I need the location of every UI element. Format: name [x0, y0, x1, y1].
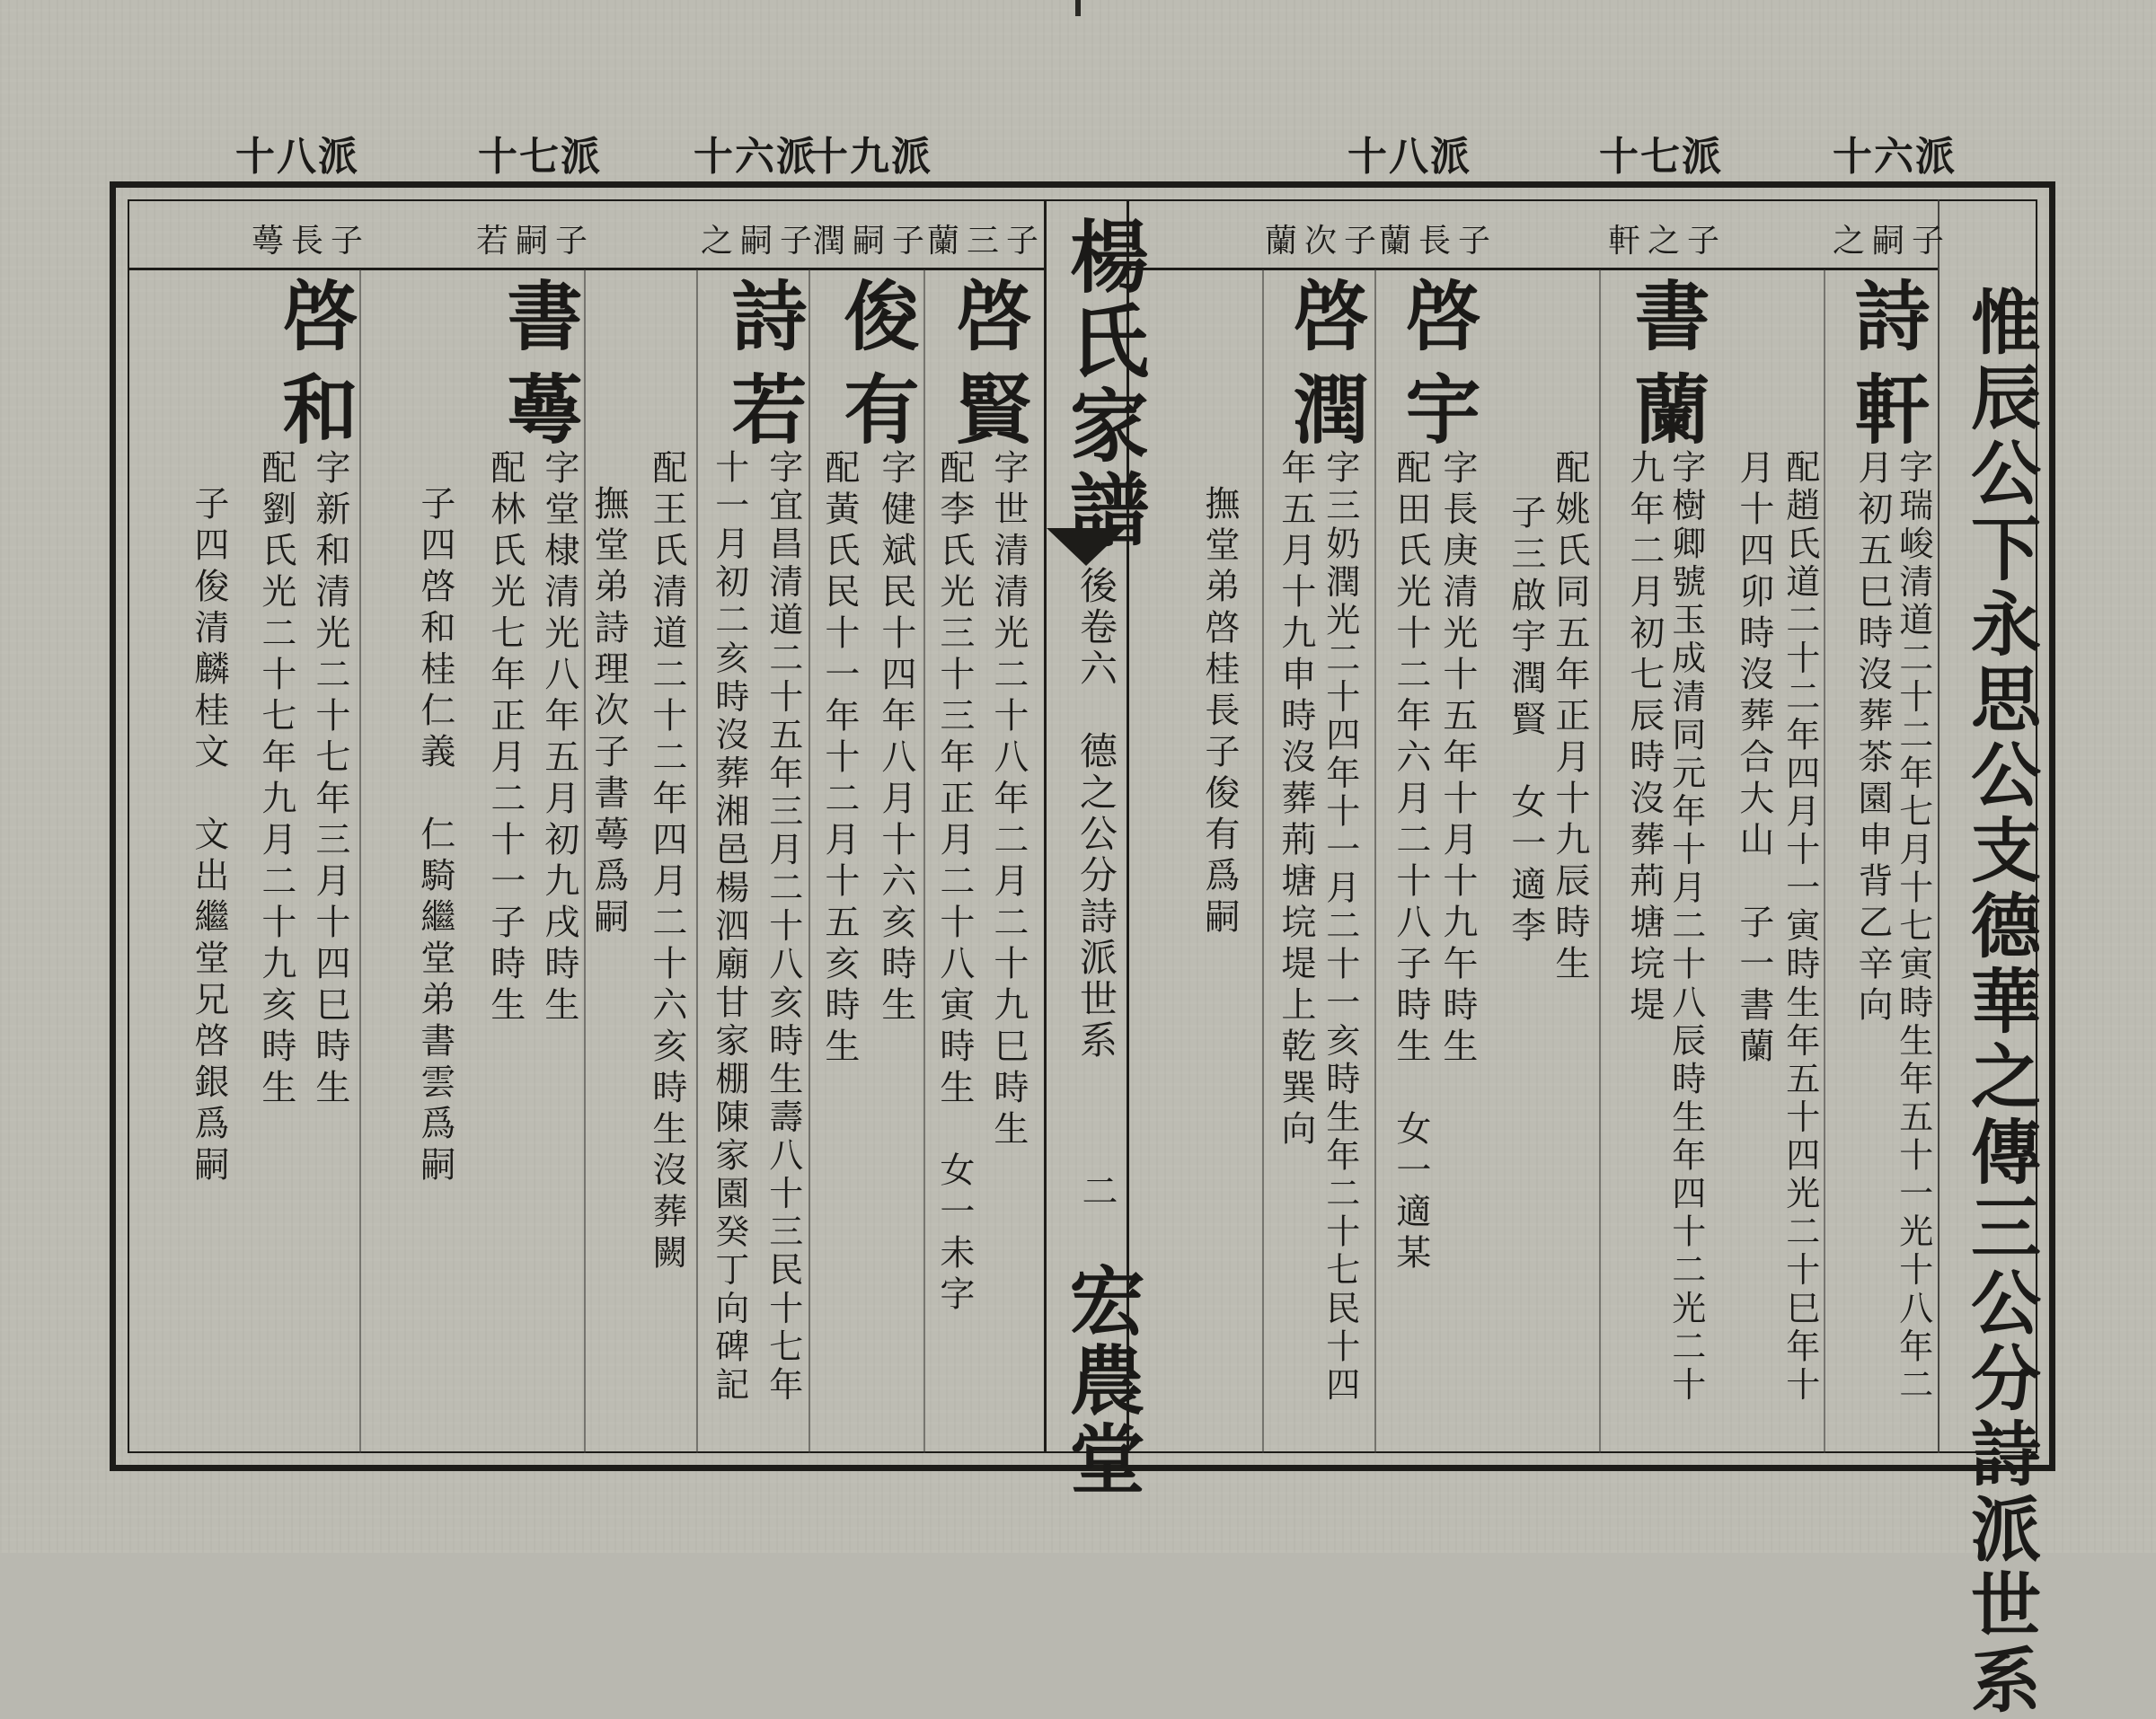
book-title: 楊氏家譜 — [1057, 216, 1151, 553]
entry-detail-line: 字宜昌清道二十五年三月二十八亥時生壽八十三民十七年 — [763, 449, 803, 1405]
entry-name: 啓宇 — [1393, 277, 1482, 463]
entry-name: 啓和 — [270, 277, 359, 463]
entry-detail-line: 配李氏光三十三年正月二十八寅時生 女一未字 — [933, 449, 975, 1317]
entry-detail-line: 子四俊清麟桂文 文出繼堂兄啓銀爲嗣 — [188, 485, 229, 1187]
generation-header: 十七派 — [1599, 134, 1723, 180]
entry-detail-line: 配王氏清道二十二年四月二十六亥時生沒葬闕 — [646, 449, 687, 1275]
entry-detail-line: 九年二月初七辰時沒葬荊塘垸堤 — [1623, 449, 1665, 1027]
generation-header: 十六派 — [1833, 134, 1957, 180]
entry-name: 俊有 — [832, 277, 921, 463]
header-rule-left — [128, 268, 1044, 270]
entry-relation-label: 軒之子 — [1608, 223, 1727, 260]
volume-subtitle: 後卷六 德之公分詩派世系 — [1074, 566, 1118, 1062]
entry-detail-line: 月十四卯時沒葬合大山 子一書蘭 — [1733, 449, 1774, 1069]
entry-detail-line: 配姚氏同五年正月十九辰時生 — [1549, 449, 1590, 986]
column-line — [1599, 269, 1601, 1453]
generation-header: 十六派 — [694, 134, 817, 180]
entry-detail-line: 字長庚清光十五年十月十九午時生 — [1436, 449, 1478, 1069]
entry-name: 啓賢 — [944, 277, 1033, 463]
entry-detail-line: 字健斌民十四年八月十六亥時生 — [875, 449, 916, 1027]
entry-detail-line: 十一月初二亥時沒葬湘邑楊泗廟甘家棚陳家園癸丁向碑記 — [709, 449, 749, 1405]
entry-detail-line: 字新和清光二十七年三月十四巳時生 — [309, 449, 350, 1110]
entry-detail-line: 配田氏光十二年六月二十八子時生 女一適某 — [1390, 449, 1431, 1275]
entry-name: 書蕚 — [495, 277, 584, 463]
entry-relation-label: 潤嗣子 — [813, 223, 932, 260]
entry-detail-line: 撫堂弟啓桂長子俊有爲嗣 — [1198, 485, 1240, 939]
entry-relation-label: 之嗣子 — [1833, 223, 1952, 260]
entry-name: 書蘭 — [1622, 277, 1711, 463]
entry-relation-label: 蕚長子 — [252, 223, 371, 260]
top-center-mark — [1075, 0, 1081, 16]
generation-header: 十七派 — [478, 134, 602, 180]
column-line — [1824, 269, 1825, 1453]
entry-relation-label: 之嗣子 — [701, 223, 820, 260]
entry-detail-line: 配趙氏道二十二年四月十一寅時生年五十四光二十巳年十 — [1780, 449, 1820, 1405]
entry-detail-line: 字堂棣清光八年五月初九戌時生 — [538, 449, 579, 1027]
entry-relation-label: 蘭長子 — [1379, 223, 1498, 260]
entry-detail-line: 配劉氏光二十七年九月二十九亥時生 — [255, 449, 296, 1110]
entry-detail-line: 撫堂弟詩理次子書蕚爲嗣 — [588, 485, 629, 939]
generation-header: 十九派 — [808, 134, 932, 180]
entry-name: 啓潤 — [1281, 277, 1370, 463]
column-line — [696, 269, 698, 1453]
entry-relation-label: 蘭次子 — [1265, 223, 1384, 260]
entry-detail-line: 字三奶潤光二十四年十一月二十一亥時生年二十七民十四 — [1320, 449, 1360, 1405]
entry-detail-line: 字瑞峻清道二十二年七月十七寅時生年五十一光十八年二 — [1893, 449, 1933, 1405]
entry-name: 詩若 — [720, 277, 808, 463]
generation-header: 十八派 — [1348, 134, 1471, 180]
entry-detail-line: 月初五巳時沒葬茶園申背乙辛向 — [1851, 449, 1893, 1027]
hall-name: 宏農堂 — [1057, 1262, 1146, 1499]
generation-header: 十八派 — [235, 134, 359, 180]
entry-detail-line: 配林氏光七年正月二十一子時生 — [484, 449, 526, 1027]
header-rule-right — [1129, 268, 1938, 270]
column-line — [1262, 269, 1264, 1453]
entry-name: 詩軒 — [1842, 277, 1931, 463]
entry-relation-label: 蘭三子 — [927, 223, 1047, 260]
entry-detail-line: 子三啟宇潤賢 女一適李 — [1505, 494, 1546, 948]
entry-detail-line: 配黃氏民十一年十二月十五亥時生 — [818, 449, 860, 1069]
entry-detail-line: 字樹卿號玉成清同元年十月二十八辰時生年四十二光二十 — [1666, 449, 1706, 1405]
fishtail-mark — [1047, 528, 1126, 566]
section-title: 惟辰公下永思公支德華之傳三公分詩派世系 — [1959, 286, 2041, 1719]
page-number: 二 — [1076, 1172, 1118, 1208]
entry-detail-line: 字世清清光二十八年二月二十九巳時生 — [987, 449, 1029, 1151]
entry-detail-line: 年五月十九申時沒葬荊塘垸堤上乾巽向 — [1275, 449, 1316, 1151]
entry-relation-label: 若嗣子 — [476, 223, 596, 260]
entry-detail-line: 子四啓和桂仁義 仁騎繼堂弟書雲爲嗣 — [414, 485, 455, 1187]
